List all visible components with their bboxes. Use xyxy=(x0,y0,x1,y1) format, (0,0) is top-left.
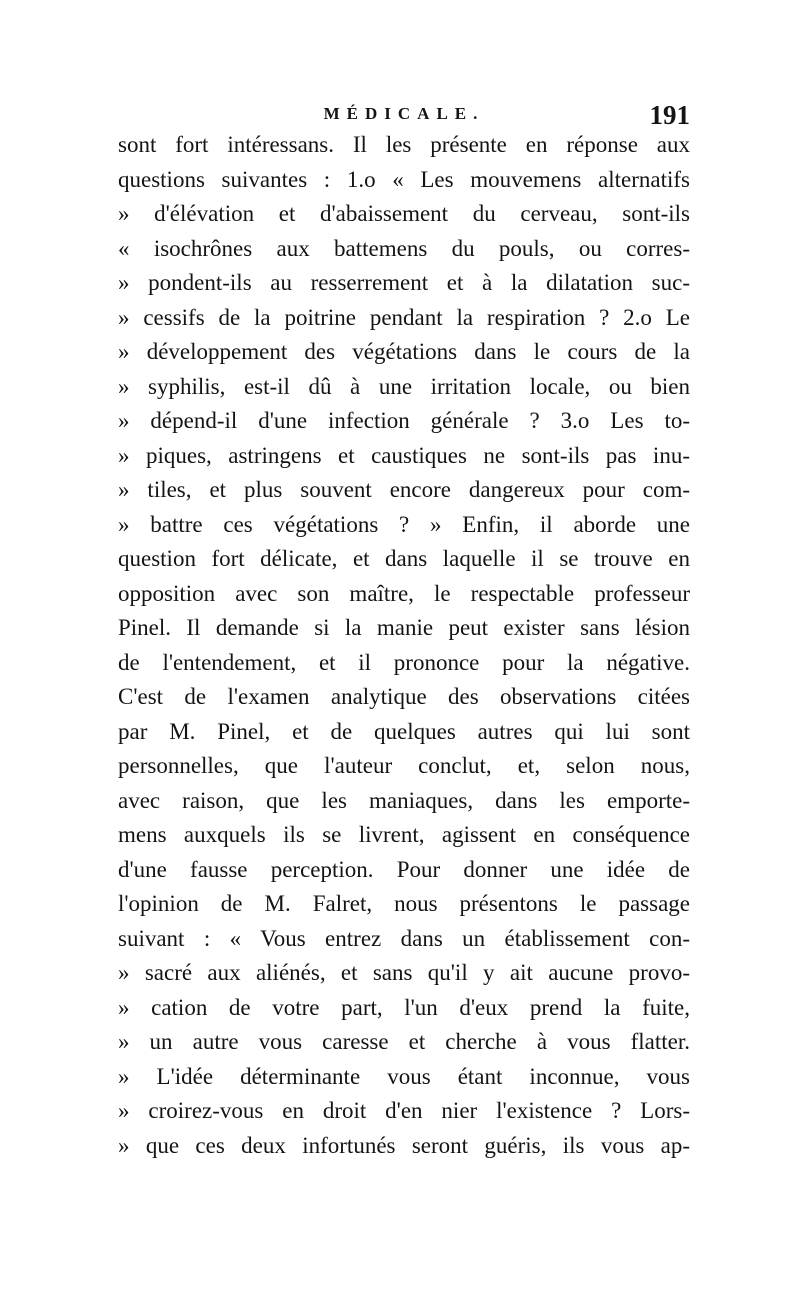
text-line: l'opinion de M. Falret, nous présentons le passage xyxy=(118,891,690,916)
text-line: » croirez-vous en droit d'en nier l'existence ? Lors- xyxy=(118,1098,690,1123)
text-line: Pinel. Il demande si la manie peut exister sans lésion xyxy=(118,615,690,640)
text-line: » cation de votre part, l'un d'eux prend la fuite, xyxy=(118,994,690,1020)
text-line: » battre ces végétations ? » Enfin, il aborde une xyxy=(118,511,690,537)
text-line: par M. Pinel, et de quelques autres qui lui sont xyxy=(118,718,690,744)
text-line: » dépend-il d'une infection générale ? 3.o Les to- xyxy=(118,408,690,433)
text-line: opposition avec son maître, le respectable professeur xyxy=(118,580,690,606)
text-line: suivant : « Vous entrez dans un établissement con- xyxy=(118,925,690,951)
text-line: » cessifs de la poitrine pendant la respiration ? 2.o Le xyxy=(118,304,690,330)
text-line: » piques, astringens et caustiques ne sont-ils pas inu- xyxy=(118,442,690,468)
text-line: » sacré aux aliénés, et sans qu'il y ait aucune provo- xyxy=(118,960,690,985)
text-line: avec raison, que les maniaques, dans les emporte- xyxy=(118,787,690,813)
text-line: » L'idée déterminante vous étant inconnue, vous xyxy=(118,1063,690,1089)
text-line: » que ces deux infortunés seront guéris, ils vous ap- xyxy=(118,1132,690,1158)
text-line: » d'élévation et d'abaissement du cerveau, sont-ils xyxy=(118,201,690,226)
text-line: sont fort intéressans. Il les présente en réponse aux xyxy=(118,132,690,157)
text-line: « isochrônes aux battemens du pouls, ou corres- xyxy=(118,235,690,261)
page-number: 191 xyxy=(649,100,690,130)
text-line: » un autre vous caresse et cherche à vous flatter. xyxy=(118,1029,690,1054)
text-line: » développement des végétations dans le cours de la xyxy=(118,339,690,364)
text-line: question fort délicate, et dans laquelle il se trouve en xyxy=(118,546,690,571)
running-title: MÉDICALE. xyxy=(323,104,485,123)
text-line: questions suivantes : 1.o « Les mouvemens alternatifs xyxy=(118,166,690,192)
text-line: » syphilis, est-il dû à une irritation locale, ou bien xyxy=(118,373,690,399)
text-line: » tiles, et plus souvent encore dangereux pour com- xyxy=(118,477,690,502)
text-line: » pondent-ils au resserrement et à la dilatation suc- xyxy=(118,270,690,295)
text-line: personnelles, que l'auteur conclut, et, selon nous, xyxy=(118,753,690,778)
body-text xyxy=(118,128,690,1163)
text-line: mens auxquels ils se livrent, agissent en conséquence xyxy=(118,822,690,847)
text-line: d'une fausse perception. Pour donner une idée de xyxy=(118,856,690,882)
text-line: de l'entendement, et il prononce pour la négative. xyxy=(118,649,690,675)
text-line: C'est de l'examen analytique des observations citées xyxy=(118,684,690,709)
